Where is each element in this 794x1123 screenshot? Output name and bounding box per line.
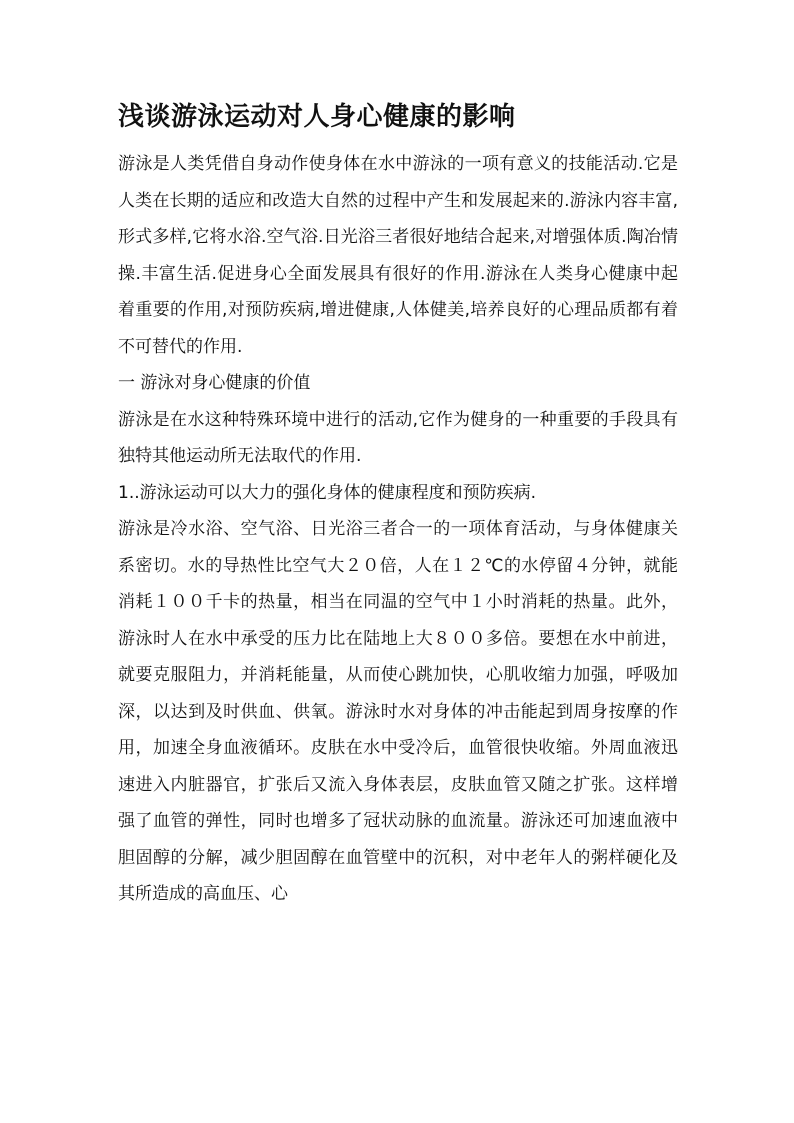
document-title: 浅谈游泳运动对人身心健康的影响 bbox=[118, 102, 516, 132]
section-paragraph: 游泳是在水这种特殊环境中进行的活动,它作为健身的一种重要的手段具有独特其他运动所无法取代的作用. bbox=[118, 409, 678, 466]
subsection-heading: 1..游泳运动可以大力的强化身体的健康程度和预防疾病. bbox=[118, 482, 537, 503]
section-heading: 一 游泳对身心健康的价值 bbox=[118, 373, 311, 393]
document-page bbox=[118, 96, 678, 913]
subsection-paragraph: 游泳是冷水浴、空气浴、日光浴三者合一的一项体育活动，与身体健康关系密切。水的导热性比空气大２０倍，人在１２℃的水停留４分钟，就能消耗１００千卡的热量，相当在同温的空气中１小时消耗的热量。此外，游泳时人在水中承受的压力比在陆地上大８００多倍。要想在水中前进，就要克服阻力，并消耗能量，从而使心跳加快，心肌收缩力加强，呼吸加深，以达到及时供血、供氧。游泳时水对身体的冲击能起到周身按摩的作用，加速全身血液循环。皮肤在水中受冷后，血管很快收缩。外周血液迅速进入内脏器官，扩张后又流入身体表层，皮肤血管又随之扩张。这样增强了血管的弹性，同时也增多了冠状动脉的血流量。游泳还可加速血液中胆固醇的分解，减少胆固醇在血管壁中的沉积，对中老年人的粥样硬化及其所造成的高血压、心 bbox=[118, 519, 678, 904]
intro-paragraph: 游泳是人类凭借自身动作使身体在水中游泳的一项有意义的技能活动.它是人类在长期的适应和改造大自然的过程中产生和发展起来的.游泳内容丰富,形式多样,它将水浴.空气浴.日光浴三者很好地结合起来,对增强体质.陶冶情操.丰富生活.促进身心全面发展具有很好的作用.游泳在人类身心健康中起着重要的作用,对预防疾病,增进健康,人体健美,培养良好的心理品质都有着不可替代的作用. bbox=[118, 154, 678, 357]
